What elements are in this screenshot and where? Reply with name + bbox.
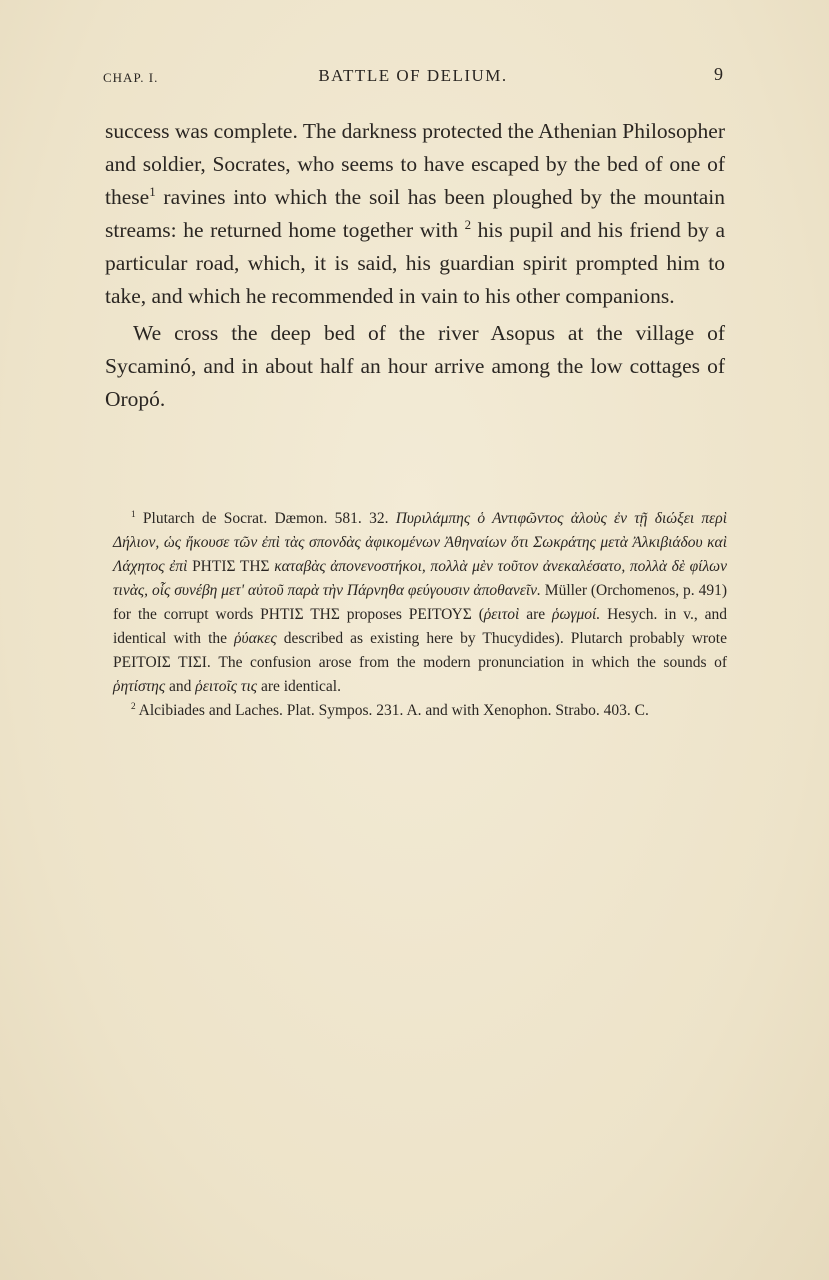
main-text <box>105 115 725 416</box>
footnote-1-greek: ῥειτοὶ <box>483 606 520 623</box>
paragraph-2: We cross the deep bed of the river Asopus at the village of Sycaminó, and in about half an hour arrive among the low cottages of Oropó. <box>105 321 725 411</box>
paragraph-1-text-a: success was complete. The darkness protected the Athenian Philosopher and soldier, Socrates, who seems to have escaped by the bed of one of these <box>105 119 725 209</box>
page-number: 9 <box>714 64 723 84</box>
footnote-1-text: are <box>519 606 552 623</box>
footnote-1-text: and <box>165 678 196 695</box>
footnote-2-text: Alcibiades and Laches. Plat. Sympos. 231. A. and with Xenophon. Strabo. 403. C. <box>135 702 649 719</box>
paragraph-1-text-b: ravines into which the soil has been ploughed by the mountain streams: he returned home together with <box>105 185 725 242</box>
footnote-2-mark: 2 <box>131 701 136 712</box>
footnotes <box>113 507 727 723</box>
footnote-1 <box>113 507 727 699</box>
footnote-ref-1: 1 <box>149 184 156 199</box>
paragraph-1 <box>105 115 725 313</box>
footnote-1-greek: ῥητίστης <box>113 678 166 695</box>
page-title: BATTLE OF DELIUM. <box>318 66 508 85</box>
footnote-1-text: are identical. <box>257 678 341 695</box>
footnote-1-text: Plutarch de Socrat. Dæmon. 581. 32. <box>135 510 396 527</box>
paragraph-1-text-c: his pupil and his friend by a particular road, which, it is said, his guardian spirit prompted him to take, and which he recommended in vain to his other companions. <box>105 218 725 308</box>
chapter-label: CHAP. I. <box>103 70 159 85</box>
footnote-1-greek: ῥειτοῖς τις <box>195 678 258 695</box>
footnote-1-greek: Πυριλάμπης ὁ Αντιφῶντος ἀλοὺς ἐν τῇ διώξει περὶ Δήλιον, ὡς ἤκουσε τῶν ἐπὶ τὰς σπονδὰς ἀφικομένων Ἀθηναίων ὅτι Σωκράτης μετὰ Ἀλκιβιάδου καὶ Λάχητος ἐπὶ <box>113 510 728 575</box>
footnote-1-greek: ῥύακες <box>234 630 277 647</box>
footnote-1-greek: καταβὰς ἀπονενοστήκοι, πολλὰ μὲν τοῦτον ἀνεκαλέσατο, πολλὰ δὲ φίλων τινὰς, οἷς συνέβη μετ' αὐτοῦ παρὰ τὴν Πάρνηθα φεύγουσιν ἀποθανεῖν. <box>113 558 727 599</box>
running-header <box>103 62 723 92</box>
footnote-1-text: ΡΗΤΙΣ ΤΗΣ <box>187 558 275 575</box>
footnote-1-mark: 1 <box>131 509 136 520</box>
footnote-ref-2: 2 <box>464 217 472 232</box>
footnote-1-text: Hesych. in v., and identical with the <box>113 606 727 647</box>
footnote-1-text: Müller (Orchomenos, p. 491) for the corrupt words ΡΗΤΙΣ ΤΗΣ proposes ΡΕΙΤΟΥΣ ( <box>113 582 727 623</box>
footnote-1-text: described as existing here by Thucydides). Plutarch probably wrote ΡΕΙΤΟΙΣ ΤΙΣΙ. The confusion arose from the modern pronunciation in which the sounds of <box>113 630 727 671</box>
footnote-1-greek: ῥωγμοί. <box>552 606 601 623</box>
footnote-2 <box>113 699 727 723</box>
